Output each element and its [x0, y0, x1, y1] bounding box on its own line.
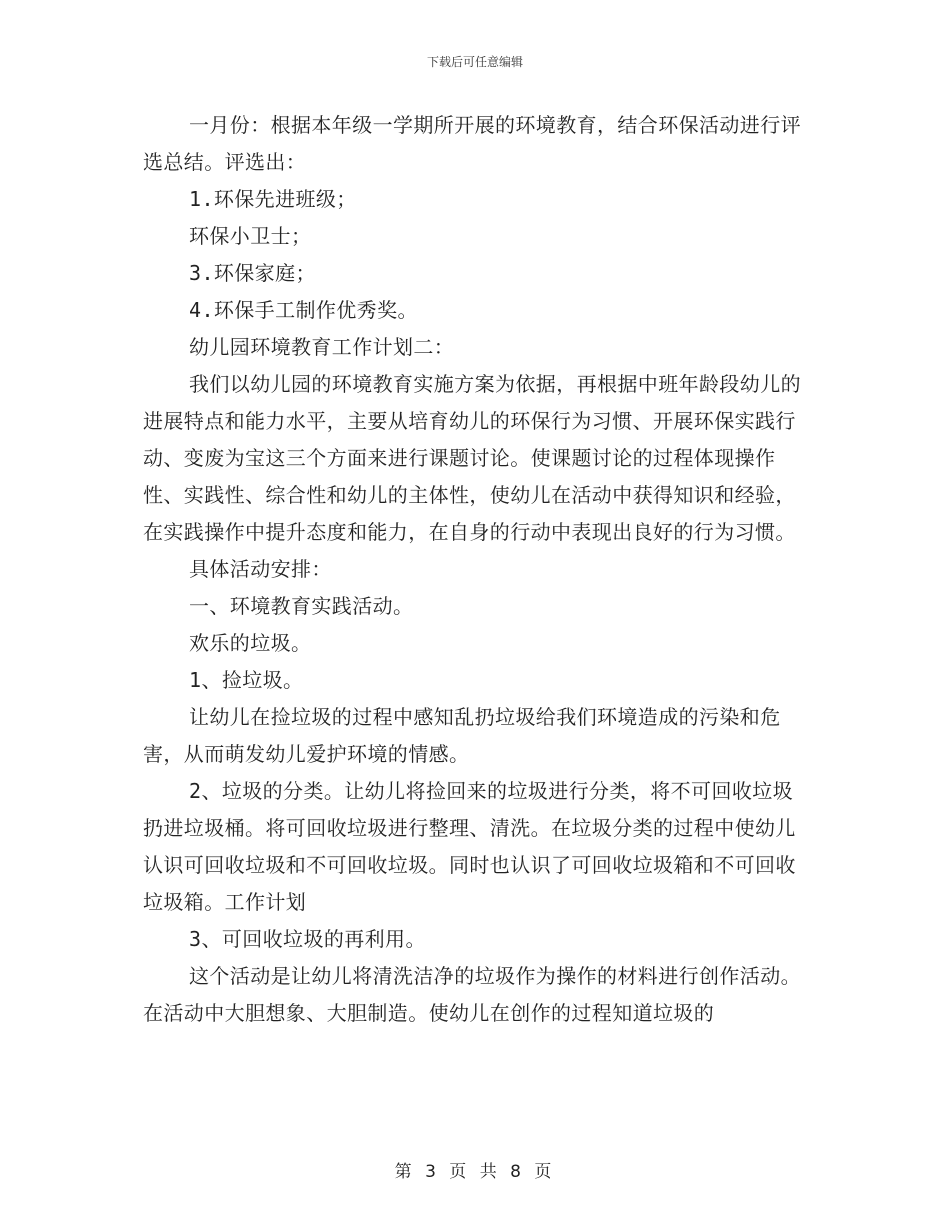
- paragraph: 一月份：根据本年级一学期所开展的环境教育，结合环保活动进行评选总结。评选出：: [143, 113, 801, 174]
- list-item: 4.环保手工制作优秀奖。: [189, 298, 418, 322]
- paragraph: 让幼儿在捡垃圾的过程中感知乱扔垃圾给我们环境造成的污染和危害，从而萌发幼儿爱护环境的情感。: [143, 705, 781, 766]
- paragraph: 2、垃圾的分类。让幼儿将捡回来的垃圾进行分类，将不可回收垃圾扔进垃圾桶。将可回收垃圾进行整理、清洗。在垃圾分类的过程中使幼儿认识可回收垃圾和不可回收垃圾。同时也认识了可回收垃圾箱和不可回收垃圾箱。工作计划: [143, 779, 796, 914]
- list-item: 环保小卫士；: [189, 224, 312, 248]
- section-heading: 幼儿园环境教育工作计划二：: [189, 335, 455, 359]
- paragraph: 这个活动是让幼儿将清洗洁净的垃圾作为操作的材料进行创作活动。在活动中大胆想象、大胆制造。使幼儿在创作的过程知道垃圾的: [143, 964, 801, 1025]
- page-number: 第 3 页 共 8 页: [394, 1162, 556, 1182]
- section-heading: 一、环境教育实践活动。: [189, 594, 414, 618]
- list-item: 3.环保家庭；: [189, 261, 316, 285]
- paragraph: 我们以幼儿园的环境教育实施方案为依据，再根据中班年龄段幼儿的进展特点和能力水平，主要从培育幼儿的环保行为习惯、开展环保实践行动、变废为宝这三个方面来进行课题讨论。使课题讨论的过程体现操作性、实践性、综合性和幼儿的主体性，使幼儿在活动中获得知识和经验，在实践操作中提升态度和能力，在自身的行动中表现出良好的行为习惯。: [143, 372, 801, 544]
- document-body: [143, 107, 811, 1032]
- list-item: 1、捡垃圾。: [189, 668, 304, 692]
- page-header-note: 下载后可任意编辑: [426, 55, 523, 69]
- section-heading: 具体活动安排：: [189, 557, 332, 581]
- list-item: 1.环保先进班级；: [189, 187, 357, 211]
- activity-title: 欢乐的垃圾。: [189, 631, 312, 655]
- list-item: 3、可回收垃圾的再利用。: [189, 927, 426, 951]
